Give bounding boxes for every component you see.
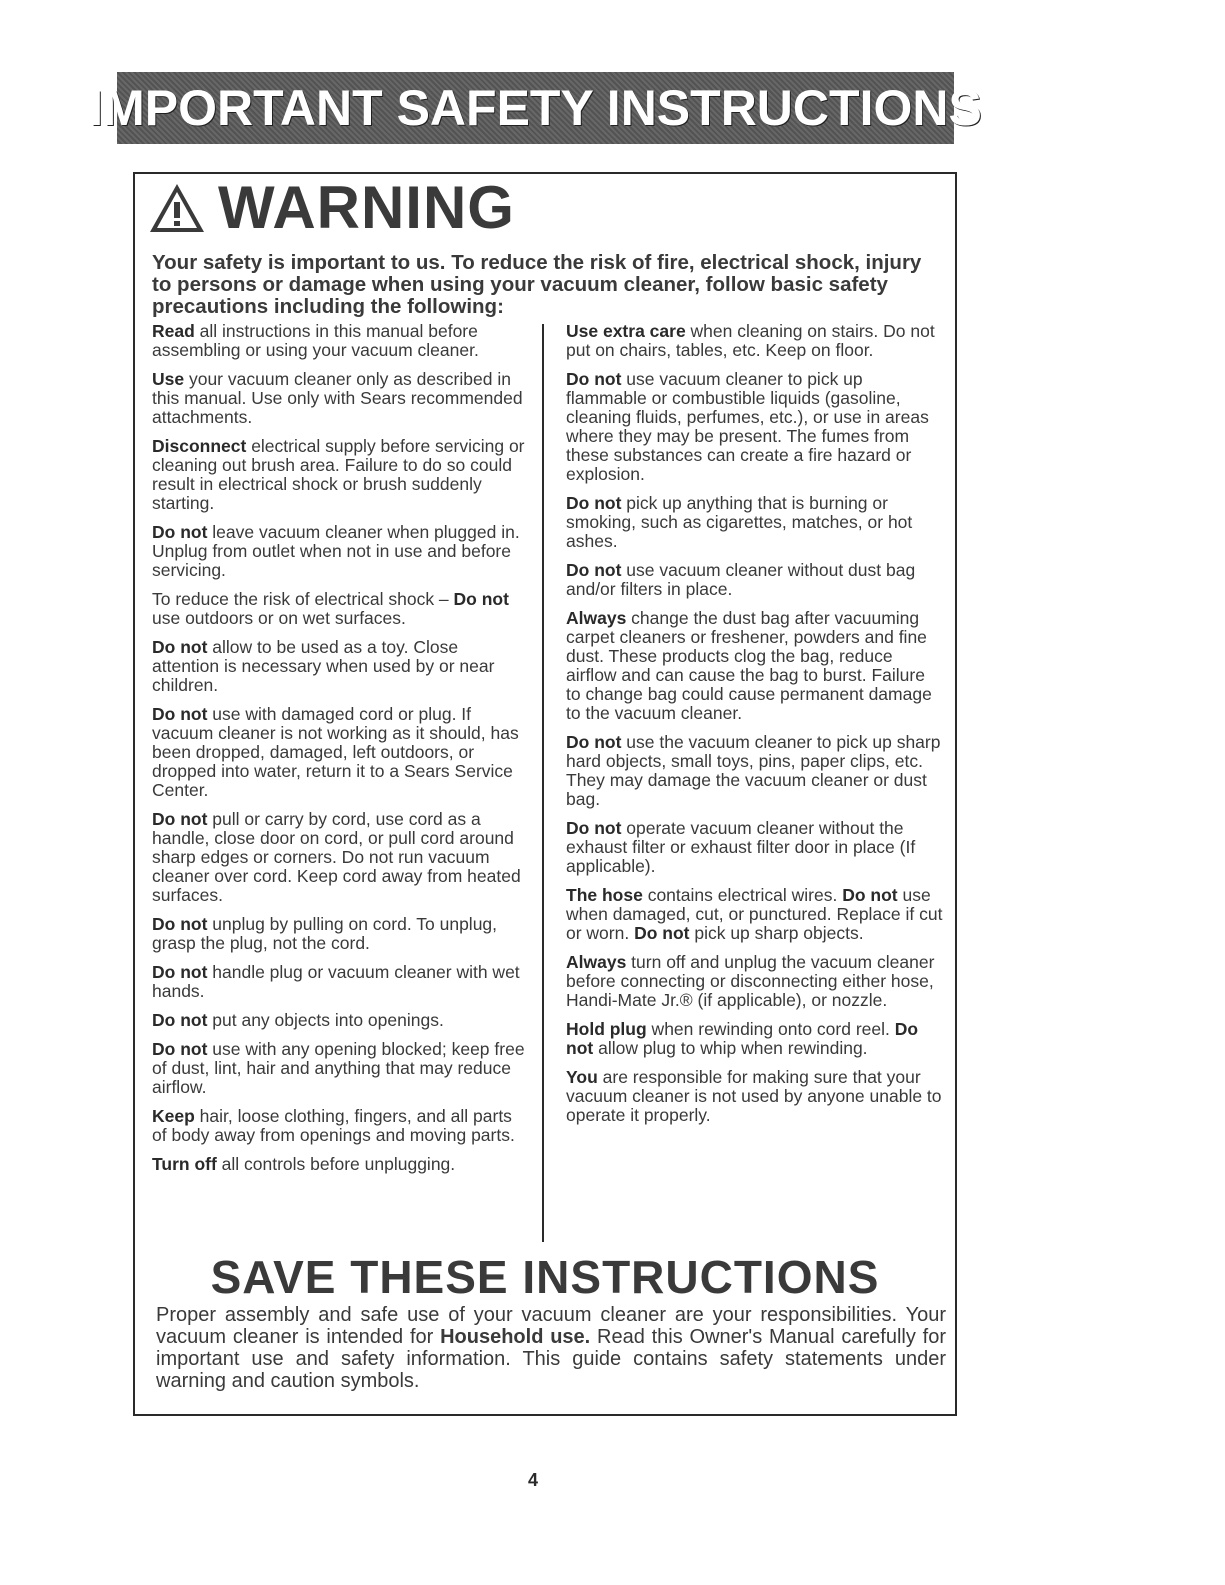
safety-item — [152, 1155, 528, 1174]
safety-item — [152, 1107, 528, 1145]
item-lead: Always — [566, 952, 627, 972]
safety-item — [152, 638, 528, 695]
safety-item — [152, 705, 528, 800]
household-use-emphasis: Household use. — [440, 1326, 591, 1348]
item-text: use with damaged cord or plug. If vacuum cleaner is not working as it should, has been dropped, damaged, left outdoors, or dropped into water, return it to a Sears Service Center. — [152, 704, 519, 800]
item-lead: Do not — [152, 1010, 208, 1030]
warning-header — [148, 174, 515, 241]
safety-item — [566, 733, 944, 809]
item-text: leave vacuum cleaner when plugged in. Unplug from outlet when not in use and before servicing. — [152, 522, 520, 580]
item-text: turn off and unplug the vacuum cleaner before connecting or disconnecting either hose, Handi-Mate Jr.® (if applicable), or nozzle. — [566, 952, 935, 1010]
page-number: 4 — [528, 1470, 539, 1490]
item-lead: Hold plug — [566, 1019, 647, 1039]
item-lead: Do not — [453, 589, 509, 609]
item-lead: Do not — [152, 962, 208, 982]
safety-item — [152, 322, 528, 360]
item-lead: Do not — [634, 923, 690, 943]
item-text: pick up anything that is burning or smoking, such as cigarettes, matches, or hot ashes. — [566, 493, 913, 551]
item-lead: Use extra care — [566, 321, 686, 341]
item-lead: Keep — [152, 1106, 195, 1126]
safety-item — [566, 886, 944, 943]
safety-item — [566, 370, 944, 484]
item-text: use with any opening blocked; keep free of dust, lint, hair and anything that may reduce airflow. — [152, 1039, 525, 1097]
item-text: electrical supply before servicing or cleaning out brush area. Failure to do so could result in electrical shock or brush suddenly starting. — [152, 436, 525, 513]
item-lead: Do not — [152, 522, 208, 542]
safety-item — [152, 523, 528, 580]
right-column — [566, 322, 944, 1135]
item-text: all instructions in this manual before assembling or using your vacuum cleaner. — [152, 321, 479, 360]
item-lead: Read — [152, 321, 195, 341]
safety-item — [152, 915, 528, 953]
item-text: allow plug to whip when rewinding. — [593, 1038, 868, 1058]
safety-item — [152, 437, 528, 513]
safety-item — [152, 963, 528, 1001]
item-text: contains electrical wires. — [642, 885, 843, 905]
item-text: use when damaged, cut, or punctured. Replace if cut or worn. — [566, 885, 943, 943]
item-lead: Do not — [566, 818, 622, 838]
item-lead: Do not — [842, 885, 898, 905]
item-lead: Do not — [152, 637, 208, 657]
item-text: use the vacuum cleaner to pick up sharp hard objects, small toys, pins, paper clips, etc. They may damage the vacuum cleaner or dust bag. — [566, 732, 941, 809]
page-title: IMPORTANT SAFETY INSTRUCTIONS — [89, 80, 982, 136]
item-lead: Do not — [152, 1039, 208, 1059]
save-instructions-title: SAVE THESE INSTRUCTIONS — [210, 1251, 880, 1303]
item-text: unplug by pulling on cord. To unplug, grasp the plug, not the cord. — [152, 914, 498, 953]
item-lead: You — [566, 1067, 598, 1087]
item-lead: Disconnect — [152, 436, 247, 456]
safety-item — [566, 819, 944, 876]
item-lead: Always — [566, 608, 627, 628]
item-text: put any objects into openings. — [207, 1010, 444, 1030]
item-text: use vacuum cleaner without dust bag and/or filters in place. — [566, 560, 916, 599]
safety-item — [152, 1011, 528, 1030]
title-banner — [89, 72, 982, 144]
item-lead: Do not — [566, 732, 622, 752]
item-text: use vacuum cleaner to pick up flammable or combustible liquids (gasoline, cleaning fluids, perfumes, etc.), or use in areas where they may be present. The fumes from these substances can create a fire hazard or explosion. — [566, 369, 929, 484]
item-text: pick up sharp objects. — [689, 923, 864, 943]
item-lead: Do not — [566, 560, 622, 580]
safety-item — [566, 1020, 944, 1058]
column-divider — [542, 324, 544, 1242]
item-text: change the dust bag after vacuuming carpet cleaners or freshener, powders and fine dust. These products clog the bag, reduce airflow and can cause the bag to burst. Failure to change bag could cause permanent damage to the vacuum cleaner. — [566, 608, 932, 723]
item-text: when cleaning on stairs. Do not put on chairs, tables, etc. Keep on floor. — [566, 321, 935, 360]
safety-item — [566, 953, 944, 1010]
warning-triangle-icon — [148, 182, 206, 234]
item-lead: Do not — [152, 809, 208, 829]
safety-item — [152, 370, 528, 427]
item-lead: The hose — [566, 885, 643, 905]
item-lead: Do not — [566, 369, 622, 389]
item-text: To reduce the risk of electrical shock – — [152, 589, 454, 609]
item-lead: Use — [152, 369, 185, 389]
item-text: all controls before unplugging. — [216, 1154, 456, 1174]
left-column — [152, 322, 528, 1184]
item-lead: Do not — [566, 1019, 919, 1058]
warning-title: WARNING — [218, 174, 515, 241]
item-text: handle plug or vacuum cleaner with wet hands. — [152, 962, 520, 1001]
item-lead: Do not — [152, 914, 208, 934]
item-lead: Do not — [566, 493, 622, 513]
item-text: operate vacuum cleaner without the exhaust filter or exhaust filter door in place (If applicable). — [566, 818, 916, 876]
responsibility-text-a: Proper assembly and safe use of your vacuum cleaner are your responsibilities. Your vacuum cleaner is intended for — [156, 1304, 946, 1348]
item-text: pull or carry by cord, use cord as a handle, close door on cord, or pull cord around sharp edges or corners. Do not run vacuum cleaner over cord. Keep cord away from heated surfaces. — [152, 809, 521, 905]
item-text: use outdoors or on wet surfaces. — [152, 608, 406, 628]
item-lead: Do not — [152, 704, 208, 724]
warning-intro: Your safety is important to us. To reduce the risk of fire, electrical shock, injury to persons or damage when using your vacuum cleaner, follow basic safety precautions including the following: — [152, 251, 922, 318]
item-text: hair, loose clothing, fingers, and all parts of body away from openings and moving parts. — [152, 1106, 515, 1145]
item-text: when rewinding onto cord reel. — [646, 1019, 895, 1039]
safety-item — [152, 810, 528, 905]
item-text: your vacuum cleaner only as described in this manual. Use only with Sears recommended attachments. — [152, 369, 523, 427]
safety-item — [152, 1040, 528, 1097]
item-text: allow to be used as a toy. Close attention is necessary when used by or near children. — [152, 637, 495, 695]
safety-item — [566, 609, 944, 723]
responsibility-paragraph — [156, 1304, 946, 1392]
responsibility-text-b: Read this Owner's Manual carefully for important use and safety information. This guide contains safety statements under warning and caution symbols. — [156, 1326, 946, 1392]
safety-item — [566, 561, 944, 599]
safety-item — [566, 322, 944, 360]
safety-item — [566, 494, 944, 551]
item-lead: Turn off — [152, 1154, 217, 1174]
safety-item — [152, 590, 528, 628]
safety-item — [566, 1068, 944, 1125]
item-text: are responsible for making sure that your vacuum cleaner is not used by anyone unable to operate it properly. — [566, 1067, 942, 1125]
